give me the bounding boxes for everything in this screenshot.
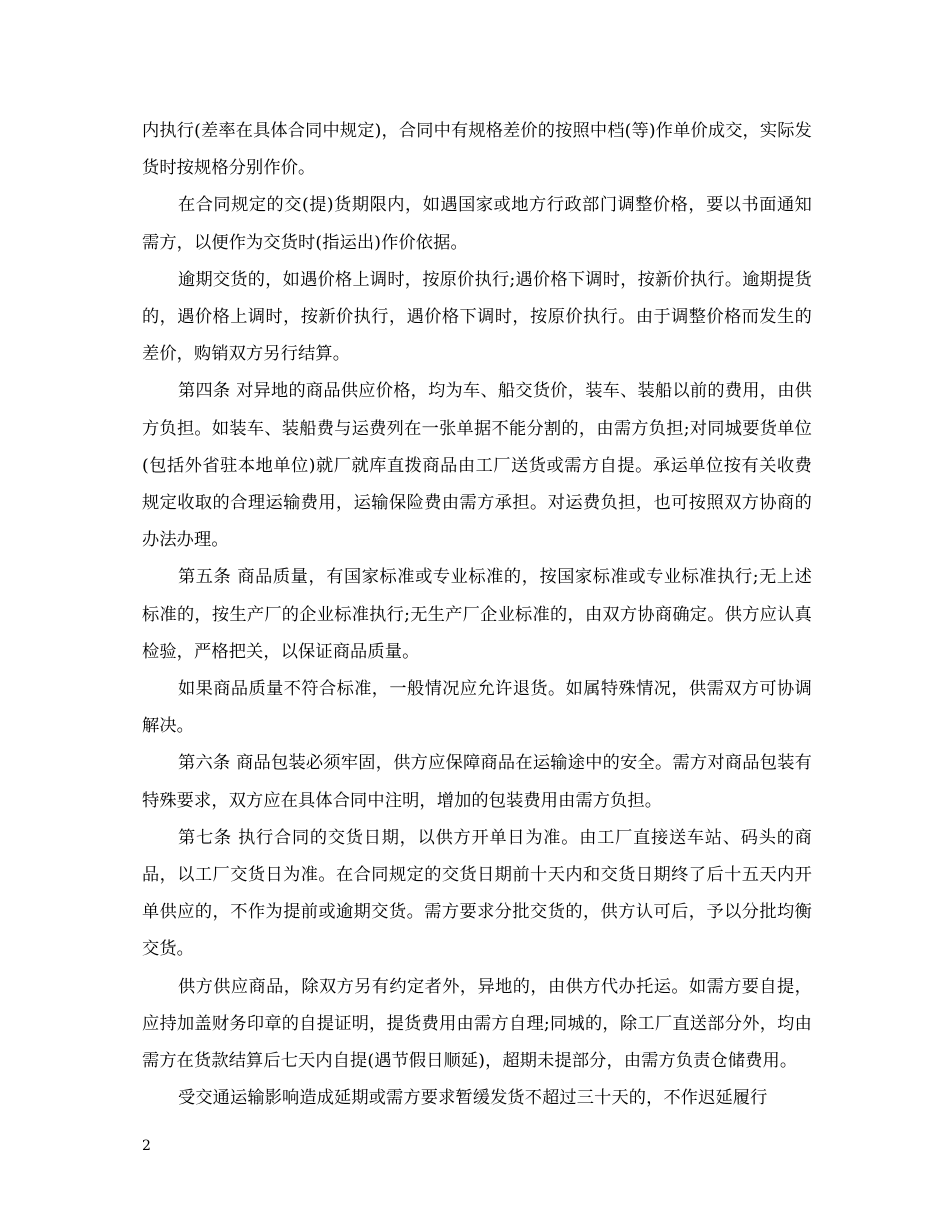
paragraph-quality-return: 如果商品质量不符合标准，一般情况应允许退货。如属特殊情况，供需双方可协调解决。 — [142, 679, 812, 737]
paragraph-article-6: 第六条 商品包装必须牢固，供方应保障商品在运输途中的安全。需方对商品包装有特殊要求，双方应在具体合同中注明，增加的包装费用由需方负担。 — [142, 753, 812, 811]
paragraph-transport-delay: 受交通运输影响造成延期或需方要求暂缓发货不超过三十天的，不作迟延履行 — [178, 1088, 768, 1109]
paragraph-price-adjustment: 在合同规定的交(提)货期限内，如遇国家或地方行政部门调整价格，要以书面通知需方，以便作为交货时(指运出)作价依据。 — [142, 195, 812, 253]
paragraph-article-7: 第七条 执行合同的交货日期，以供方开单日为准。由工厂直接送车站、码头的商品，以工厂交货日为准。在合同规定的交货日期前十天内和交货日期终了后十五天内开单供应的，不作为提前或逾期交货。需方要求分批交货的，供方认可后，予以分批均衡交货。 — [142, 827, 812, 960]
page-number: 2 — [142, 1138, 151, 1154]
paragraph-shipping: 供方供应商品，除双方另有约定者外，异地的，由供方代办托运。如需方要自提，应持加盖财务印章的自提证明，提货费用由需方自理;同城的，除工厂直送部分外，均由需方在货款结算后七天内自提(遇节假日顺延)，超期未提部分，由需方负责仓储费用。 — [142, 976, 812, 1072]
paragraph-overdue-delivery: 逾期交货的，如遇价格上调时，按原价执行;遇价格下调时，按新价执行。逾期提货的，遇价格上调时，按新价执行，遇价格下调时，按原价执行。由于调整价格而发生的差价，购销双方另行结算。 — [142, 269, 812, 365]
document-body — [142, 113, 812, 1117]
paragraph-continuation: 内执行(差率在具体合同中规定)，合同中有规格差价的按照中档(等)作单价成交，实际发货时按规格分别作价。 — [142, 121, 812, 179]
paragraph-article-5: 第五条 商品质量，有国家标准或专业标准的，按国家标准或专业标准执行;无上述标准的，按生产厂的企业标准执行;无生产厂企业标准的，由双方协商确定。供方应认真检验，严格把关，以保证商品质量。 — [142, 567, 812, 662]
paragraph-article-4: 第四条 对异地的商品供应价格，均为车、船交货价，装车、装船以前的费用，由供方负担。如装车、装船费与运费列在一张单据不能分割的，由需方负担;对同城要货单位(包括外省驻本地单位)就厂就库直拨商品由工厂送货或需方自提。承运单位按有关收费规定收取的合理运输费用，运输保险费由需方承担。对运费负担，也可按照双方协商的办法办理。 — [142, 381, 812, 551]
